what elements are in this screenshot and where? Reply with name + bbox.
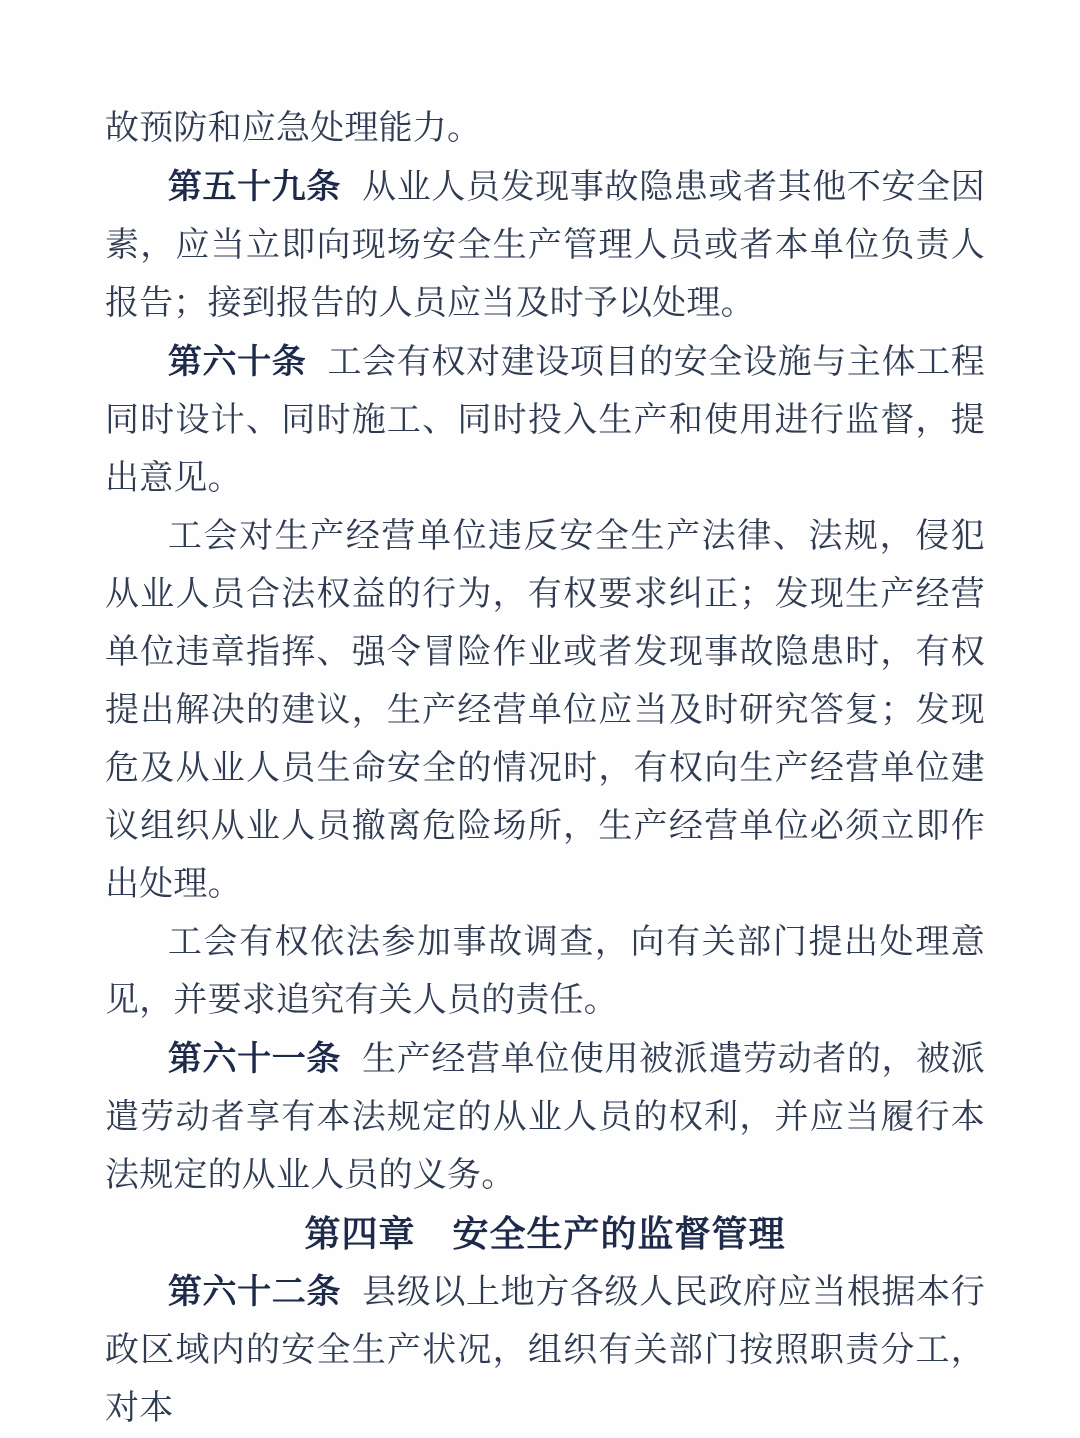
paragraph-text: 从业人员发现事故隐患或者其他不安全因素，应当立即向现场安全生产管理人员或者本单位负责人报告；接到报告的人员应当及时予以处理。: [105, 169, 986, 322]
paragraph: [105, 158, 985, 333]
paragraph: [105, 914, 985, 1030]
paragraph: [105, 333, 985, 508]
article-number: 第六十一条: [167, 1040, 342, 1078]
paragraph-text: 工会对生产经营单位违反安全生产法律、法规，侵犯从业人员合法权益的行为，有权要求纠正；发现生产经营单位违章指挥、强令冒险作业或者发现事故隐患时，有权提出解决的建议，生产经营单位应当及时研究答复；发现危及从业人员生命安全的情况时，有权向生产经营单位建议组织从业人员撤离危险场所，生产经营单位必须立即作出处理。: [105, 518, 985, 903]
paragraph-text: 故预防和应急处理能力。: [105, 110, 482, 147]
chapter-heading-text: 第四章 安全生产的监督管理: [304, 1213, 786, 1254]
paragraph-text: 县级以上地方各级人民政府应当根据本行政区域内的安全生产状况，组织有关部门按照职责分工，对本: [105, 1274, 986, 1427]
article-number: 第六十条: [167, 343, 307, 381]
paragraph: [105, 1263, 985, 1438]
article-number: 第五十九条: [167, 168, 342, 206]
chapter-heading: [105, 1205, 985, 1263]
paragraph-text: 工会有权对建设项目的安全设施与主体工程同时设计、同时施工、同时投入生产和使用进行监督，提出意见。: [105, 344, 985, 497]
paragraph-text: 生产经营单位使用被派遣劳动者的，被派遣劳动者享有本法规定的从业人员的权利，并应当履行本法规定的从业人员的义务。: [105, 1041, 986, 1194]
paragraph-text: 工会有权依法参加事故调查，向有关部门提出处理意见，并要求追究有关人员的责任。: [105, 924, 985, 1019]
paragraph: [105, 100, 985, 158]
article-number: 第六十二条: [167, 1273, 342, 1311]
paragraph: [105, 1030, 985, 1205]
paragraph: [105, 508, 985, 914]
